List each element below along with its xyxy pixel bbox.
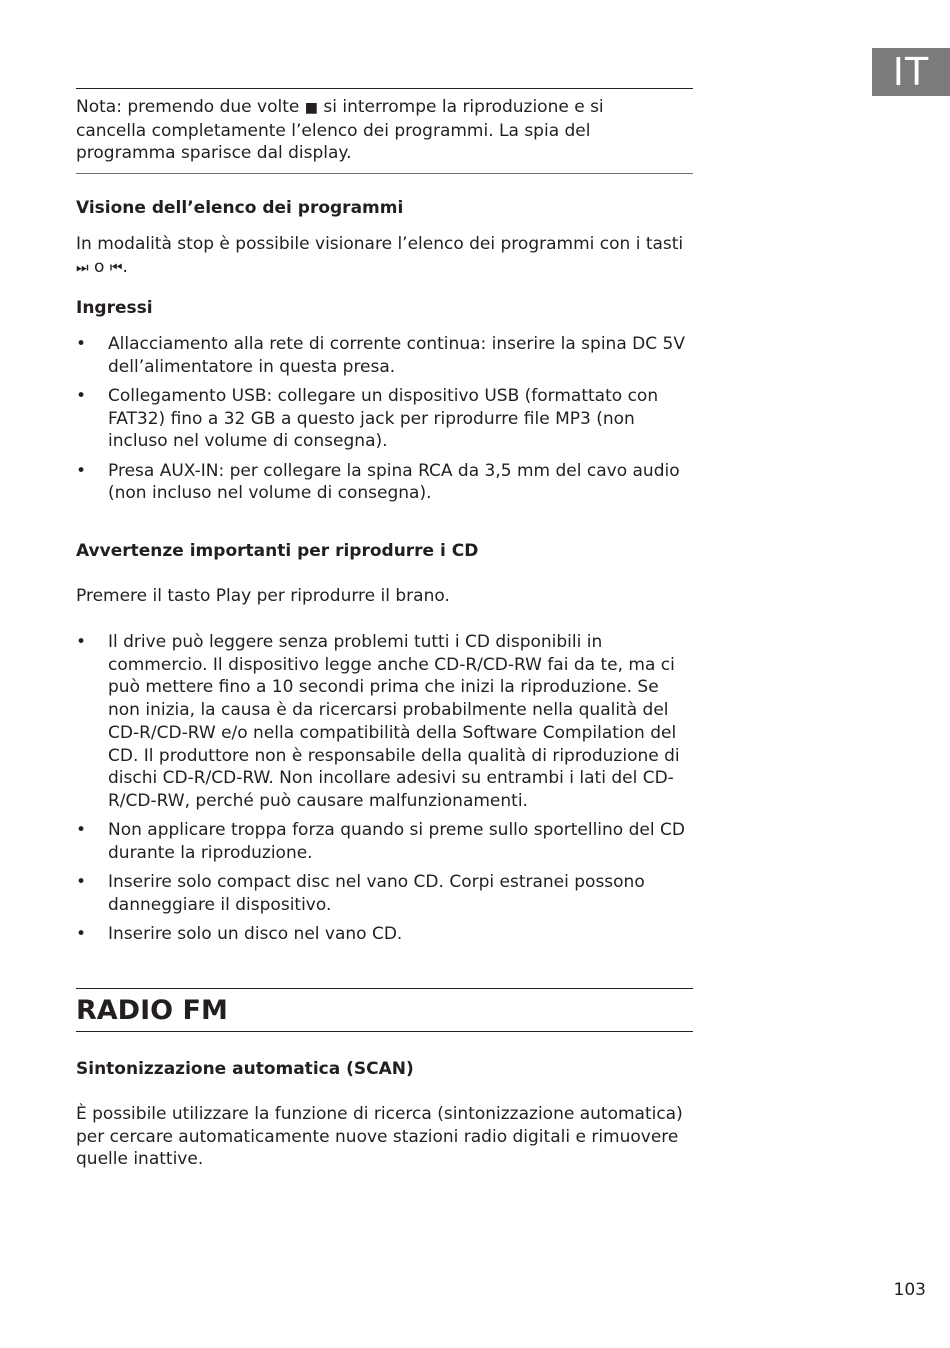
list-item: [76, 819, 696, 864]
page-number: 103: [893, 1280, 926, 1300]
program-list-text: [76, 233, 688, 279]
bullet-icon: •: [76, 820, 87, 841]
list-item-text: Presa AUX-IN: per collegare la spina RCA da 3,5 mm del cavo audio (non incluso nel volume di consegna).: [108, 460, 680, 504]
program-list-or: o: [88, 256, 110, 277]
note-text: [76, 96, 676, 165]
note-prefix: Nota: premendo due volte: [76, 97, 305, 117]
next-track-icon: ⏭: [76, 259, 89, 276]
radio-bottom-rule: [76, 1031, 693, 1032]
list-item-text: Il drive può leggere senza problemi tutti i CD disponibili in commercio. Il dispositivo legge anche CD-R/CD-RW fai da te, ma ci può mettere fino a 10 secondi prima che inizi la riproduzione. Se non inizia, la causa è da ricercarsi probabilmente nella qualità del CD-R/CD-RW e/o nella compatibilità della Software Compilation del CD. Il produttore non è responsabile della qualità di riproduzione di dischi CD-R/CD-RW. Non incollare adesivi su entrambi i lati del CD-R/CD-RW, perché può causare malfunzionamenti.: [108, 632, 680, 811]
list-item: [76, 333, 696, 378]
program-list-text-before: In modalità stop è possibile visionare l’elenco dei programmi con i tasti: [76, 234, 684, 254]
cd-warnings-intro: Premere il tasto Play per riprodurre il brano.: [76, 586, 450, 606]
list-item: [76, 385, 696, 453]
bullet-icon: •: [76, 923, 87, 944]
list-item-text: Collegamento USB: collegare un dispositivo USB (formattato con FAT32) fino a 32 GB a questo jack per riprodurre file MP3 (non incluso nel volume di consegna).: [108, 385, 659, 452]
list-item-text: Non applicare troppa forza quando si preme sullo sportellino del CD durante la riproduzione.: [108, 820, 685, 863]
list-item-text: Inserire solo un disco nel vano CD.: [108, 923, 403, 944]
previous-track-icon: ⏮: [109, 259, 123, 276]
list-item: [76, 460, 696, 505]
note-bottom-rule: [76, 173, 693, 174]
list-item-text: Inserire solo compact disc nel vano CD. Corpi estranei possono danneggiare il dispositivo.: [108, 872, 645, 915]
bullet-icon: •: [76, 872, 87, 893]
scan-heading: Sintonizzazione automatica (SCAN): [76, 1059, 414, 1079]
note-suffix: si interrompe la riproduzione e si cancella completamente l’elenco dei programmi. La spia del programma sparisce dal display.: [76, 97, 604, 164]
stop-icon: ■: [304, 100, 318, 116]
cd-warnings-list: [76, 631, 696, 952]
bullet-icon: •: [76, 334, 87, 354]
inputs-heading: Ingressi: [76, 298, 153, 318]
language-tab: IT: [872, 48, 950, 96]
list-item: [76, 871, 696, 916]
list-item: [76, 631, 696, 813]
note-top-rule: [76, 88, 693, 89]
bullet-icon: •: [76, 385, 87, 406]
list-item: [76, 923, 696, 946]
program-list-heading: Visione dell’elenco dei programmi: [76, 198, 404, 218]
list-item-text: Allacciamento alla rete di corrente continua: inserire la spina DC 5V dell’alimentatore in questa presa.: [108, 334, 685, 377]
cd-warnings-heading: Avvertenze importanti per riprodurre i CD: [76, 541, 479, 561]
program-list-text-after: .: [122, 256, 128, 277]
radio-title: RADIO FM: [76, 995, 228, 1026]
bullet-icon: •: [76, 460, 87, 481]
radio-top-rule: [76, 988, 693, 989]
inputs-list: [76, 333, 696, 511]
bullet-icon: •: [76, 632, 87, 652]
scan-text: È possibile utilizzare la funzione di ricerca (sintonizzazione automatica) per cercare automaticamente nuove stazioni radio digitali e rimuovere quelle inattive.: [76, 1104, 683, 1170]
